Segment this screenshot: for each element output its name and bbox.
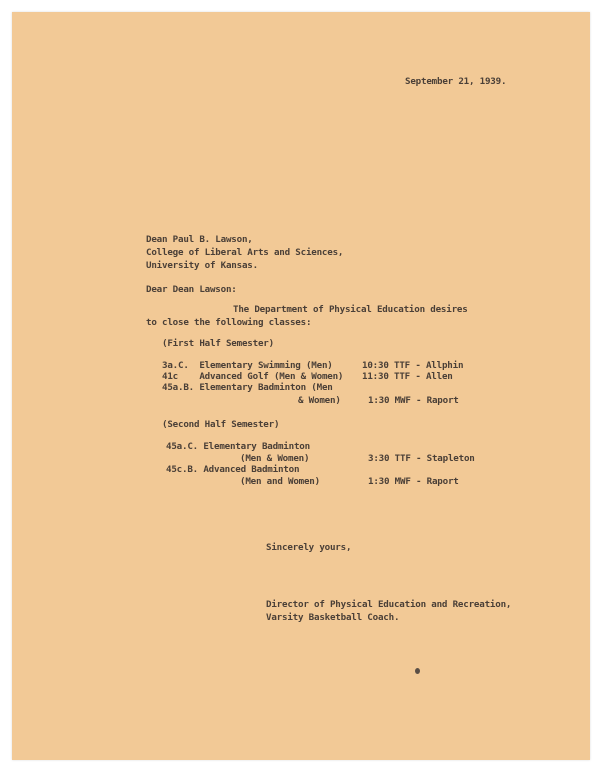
addressee-name: Dean Paul B. Lawson, (146, 234, 253, 245)
class-row-course: (Men & Women) (240, 453, 310, 464)
class-row-time: 10:30 TTF - Allphin (362, 360, 464, 371)
class-row-course: 45a.C. Elementary Badminton (166, 441, 310, 452)
body-line-2: to close the following classes: (146, 317, 312, 328)
class-row-time: 3:30 TTF - Stapleton (368, 453, 475, 464)
class-row-course: 41c Advanced Golf (Men & Women) (162, 371, 344, 382)
letter-date: September 21, 1939. (405, 76, 507, 87)
class-row-course: & Women) (298, 395, 341, 406)
closing: Sincerely yours, (266, 542, 352, 553)
class-row-time: 1:30 MWF - Raport (368, 395, 459, 406)
second-half-heading: (Second Half Semester) (162, 419, 280, 430)
class-row-course: (Men and Women) (240, 476, 320, 487)
class-row-course: 45a.B. Elementary Badminton (Men (162, 382, 333, 393)
first-half-heading: (First Half Semester) (162, 338, 274, 349)
addressee-college: College of Liberal Arts and Sciences, (146, 247, 344, 258)
signature-line-2: Varsity Basketball Coach. (266, 612, 400, 623)
class-row-time: 11:30 TTF - Allen (362, 371, 453, 382)
signature-line-1: Director of Physical Education and Recreation, (266, 599, 512, 610)
class-row-time: 1:30 MWF - Raport (368, 476, 459, 487)
body-line-1: The Department of Physical Education desires (233, 304, 468, 315)
class-row-course: 3a.C. Elementary Swimming (Men) (162, 360, 333, 371)
addressee-university: University of Kansas. (146, 260, 258, 271)
ink-dot (415, 668, 420, 674)
salutation: Dear Dean Lawson: (146, 284, 237, 295)
class-row-course: 45c.B. Advanced Badminton (166, 464, 300, 475)
